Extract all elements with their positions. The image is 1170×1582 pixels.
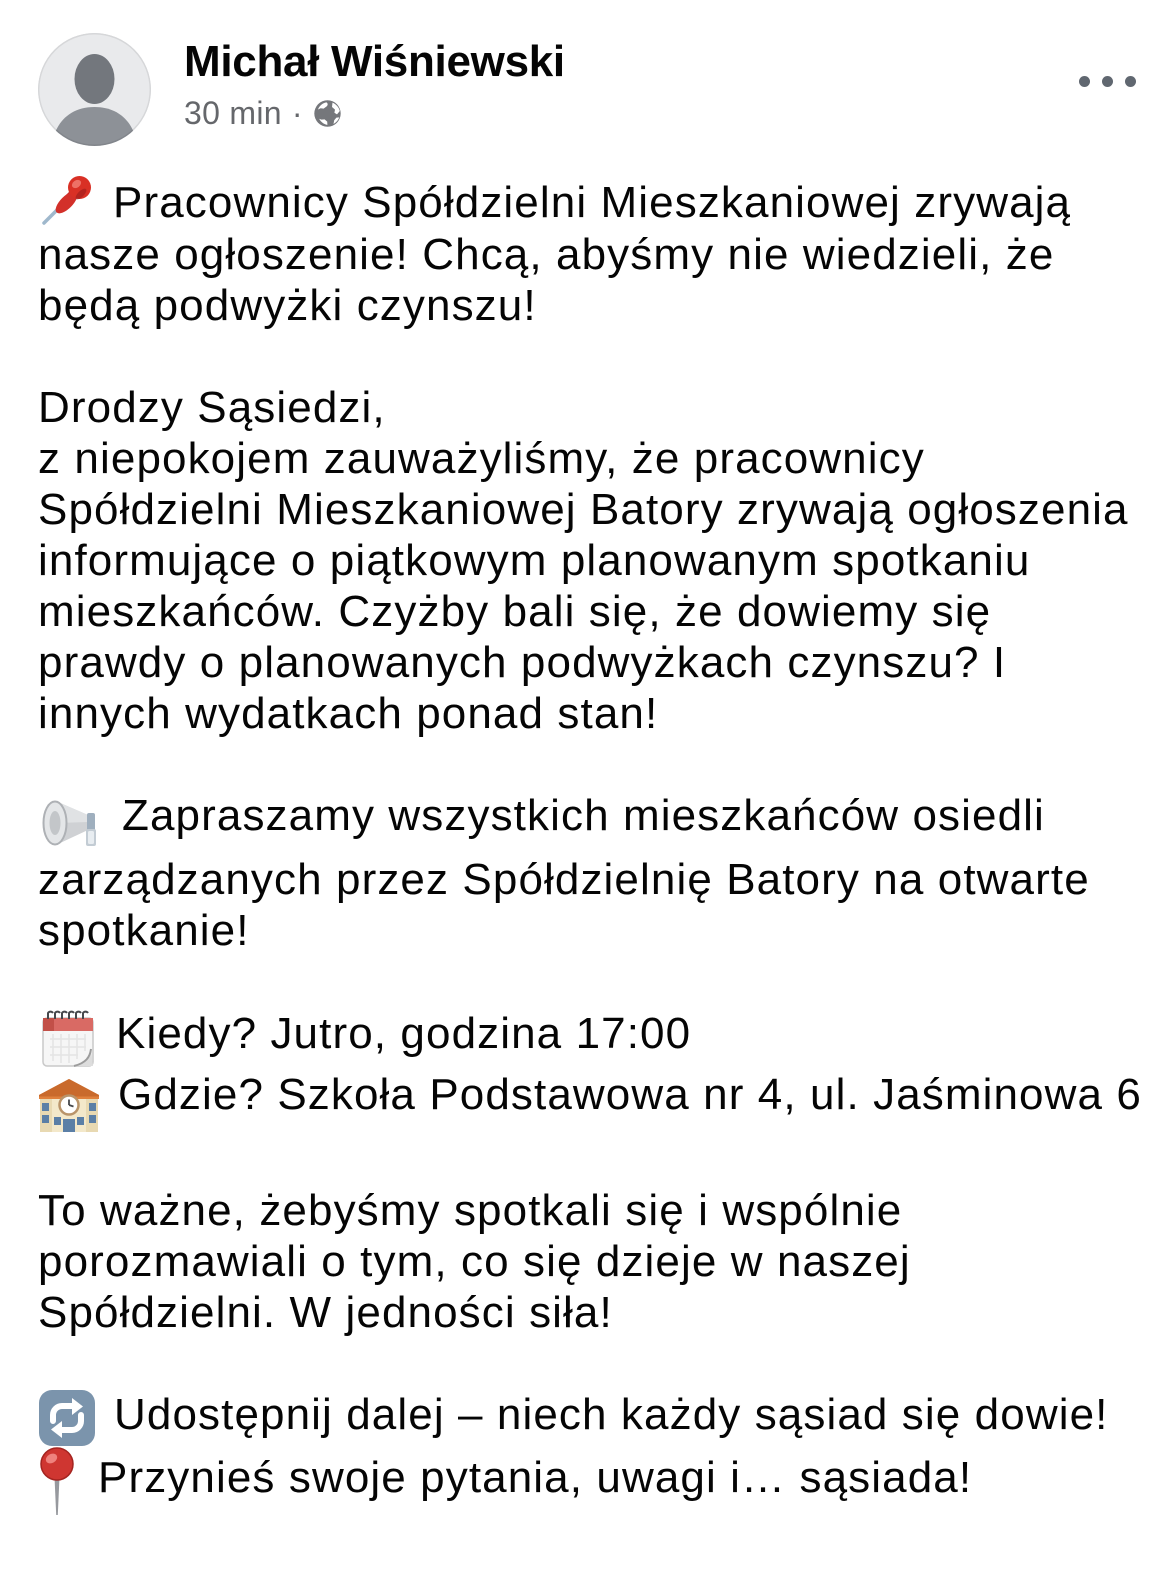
pushpin-icon: [38, 172, 95, 229]
paragraph-unity: [38, 1185, 1132, 1338]
author-name[interactable]: Michał Wiśniewski: [184, 37, 565, 86]
avatar[interactable]: [38, 33, 151, 146]
round-pushpin-icon: [38, 1447, 76, 1519]
greeting-salutation: Drodzy Sąsiedzi,: [38, 383, 386, 432]
more-options-button[interactable]: [1060, 51, 1136, 111]
paragraph-invitation: [38, 790, 1132, 956]
post-body: [38, 172, 1142, 1519]
post-header: [38, 33, 1132, 146]
loudspeaker-icon: [38, 792, 104, 854]
paragraph-call-to-action: [38, 1389, 1132, 1519]
pinned-alert-text: Pracownicy Spółdzielni Mieszkaniowej zrywają nasze ogłoszenie! Chcą, abyśmy nie wiedzieli, że będą podwyżki czynszu!: [38, 178, 1072, 330]
school-icon: [38, 1071, 100, 1134]
bring-text: Przynieś swoje pytania, uwagi i… sąsiada!: [98, 1453, 973, 1502]
spiral-calendar-icon: [38, 1007, 98, 1069]
post-meta: [184, 93, 565, 133]
paragraph-pinned-alert: [38, 172, 1132, 331]
details-when-text: Kiedy? Jutro, godzina 17:00: [116, 1009, 692, 1058]
paragraph-details: [38, 1007, 1142, 1134]
timestamp[interactable]: 30 min: [184, 95, 282, 131]
paragraph-greeting: [38, 382, 1132, 739]
ellipsis-icon: [1067, 76, 1136, 87]
globe-public-icon: [313, 99, 342, 128]
share-text: Udostępnij dalej – niech każdy sąsiad się dowie!: [114, 1390, 1109, 1439]
greeting-body: z niepokojem zauważyliśmy, że pracownicy Spółdzielni Mieszkaniowej Batory zrywają ogłoszenia informujące o piątkowym planowanym spotkaniu mieszkańców. Czyżby bali się, że dowiemy się prawdy o planowanych podwyżkach czynszu? I innych wydatkach ponad stan!: [38, 434, 1129, 738]
repeat-icon: [38, 1389, 96, 1447]
invitation-text: Zapraszamy wszystkich mieszkańców osiedli zarządzanych przez Spółdzielnię Batory na otwarte spotkanie!: [38, 791, 1090, 955]
person-silhouette-icon: [38, 33, 151, 146]
unity-text: To ważne, żebyśmy spotkali się i wspólnie porozmawiali o tym, co się dzieje w naszej Spółdzielni. W jedności siła!: [38, 1186, 911, 1337]
details-where-text: Gdzie? Szkoła Podstawowa nr 4, ul. Jaśminowa 6: [118, 1070, 1142, 1119]
header-info: [184, 33, 565, 133]
meta-separator: ·: [291, 95, 303, 131]
